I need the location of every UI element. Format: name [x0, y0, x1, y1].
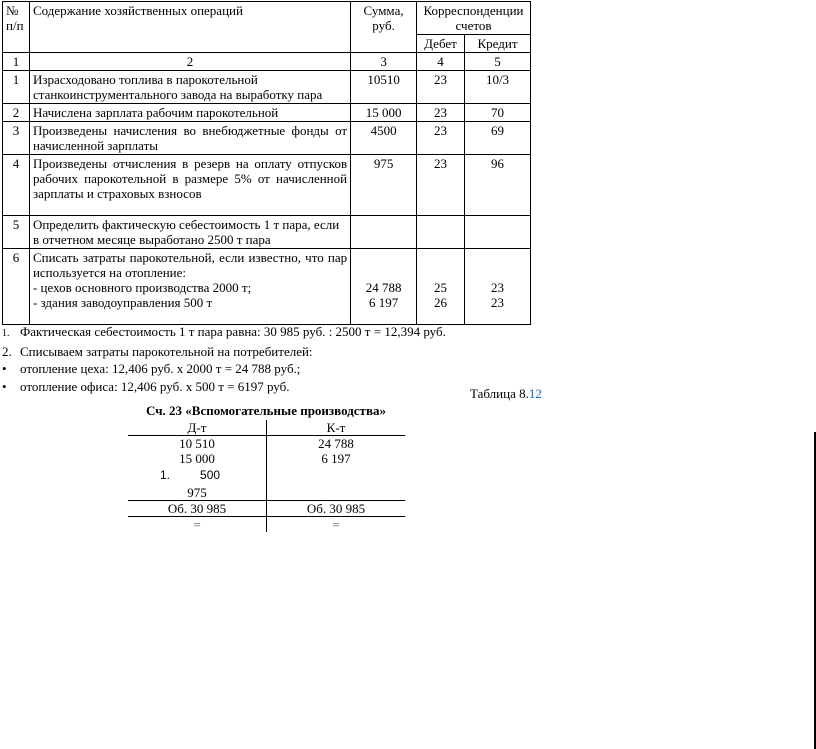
row6-sum1: 24 788: [365, 280, 402, 295]
table-row: [3, 155, 531, 216]
row6-debit1: 25: [434, 280, 447, 295]
operations-table: [2, 1, 531, 325]
row-credit: 69: [465, 122, 531, 155]
debit-entry: 1. 500: [128, 466, 267, 485]
row-num: 3: [3, 122, 30, 155]
row-num: 6: [3, 249, 30, 325]
row-sum: [351, 249, 417, 325]
row-num: 4: [3, 155, 30, 216]
row-debit: 23: [417, 122, 465, 155]
row-text: Начислена зарплата рабочим парокотельной: [29, 104, 350, 122]
row-num: 1: [3, 71, 30, 104]
table-row: [3, 122, 531, 155]
debit-balance: =: [128, 517, 267, 533]
header-debit: Дебет: [417, 35, 465, 53]
solution-bullet-2: • отопление офиса: 12,406 руб. х 500 т = 6197 руб.: [2, 378, 290, 394]
row6-sub1: - цехов основного производства 2000 т;: [32, 280, 252, 295]
header-credit: Кредит: [465, 35, 531, 53]
row-num: 2: [3, 104, 30, 122]
list-number: 1.: [160, 468, 171, 482]
list-number: 2.: [2, 343, 12, 359]
row-text: [29, 249, 350, 325]
list-number: 1.: [2, 328, 10, 339]
solution-line-2: 2. Списываем затраты парокотельной на потребителей:: [2, 343, 313, 359]
credit-total: Об. 30 985: [267, 501, 406, 517]
colnum: 5: [465, 53, 531, 71]
bullet-icon: •: [2, 361, 7, 376]
solution-text: [0, 323, 560, 395]
row6-credit1: 23: [491, 280, 504, 295]
account-balance-row: [128, 517, 405, 533]
row-text: Произведены начисления во внебюджетные фонды от начисленной зарплаты: [29, 122, 350, 155]
row-credit: 70: [465, 104, 531, 122]
account-title: Сч. 23 «Вспомогательные производства»: [146, 403, 386, 418]
bullet-icon: •: [2, 378, 7, 394]
table-caption: Таблица 8.12: [470, 386, 542, 401]
row-debit: 23: [417, 155, 465, 216]
credit-label: К-т: [267, 420, 406, 436]
row6-credit2: 23: [491, 295, 504, 310]
row-credit: [465, 249, 531, 325]
row-text: Произведены отчисления в резерв на оплату отпусков рабочих парокотельной в размере 5% от начисленной зарплаты и страховых взносов: [29, 155, 350, 216]
row-num: 5: [3, 216, 30, 249]
row-sum: 975: [351, 155, 417, 216]
table-row: [3, 104, 531, 122]
debit-total: Об. 30 985: [128, 501, 267, 517]
row6-debit2: 26: [434, 295, 447, 310]
row-debit: 23: [417, 71, 465, 104]
row-text: Израсходовано топлива в парокотельной станкоинструментального завода на выработку пара: [29, 71, 350, 104]
row-sum: 4500: [351, 122, 417, 155]
header-content: Содержание хозяйственных операций: [29, 2, 350, 53]
row-sum: 15 000: [351, 104, 417, 122]
row-credit: 96: [465, 155, 531, 216]
row-credit: [465, 216, 531, 249]
colnum: 3: [351, 53, 417, 71]
table-colnum-row: [3, 53, 531, 71]
debit-entry: 10 510: [128, 436, 267, 452]
account-row: [128, 451, 405, 466]
row-sum: [351, 216, 417, 249]
table-header-row: [3, 2, 531, 35]
caption-number: 12: [528, 386, 542, 401]
row6-text: Списать затраты парокотельной, если известно, что пар используется на отопление:: [32, 250, 348, 280]
account-header-row: [128, 420, 405, 436]
t-account-table: [128, 420, 405, 532]
row-credit: 10/3: [465, 71, 531, 104]
credit-balance: =: [332, 517, 340, 532]
colnum: 4: [417, 53, 465, 71]
credit-entry: 24 788: [318, 436, 354, 451]
solution-bullet-1: • отопление цеха: 12,406 руб. х 2000 т = 24 788 руб.;: [2, 361, 301, 376]
debit-label: Д-т: [128, 420, 267, 436]
debit-entry: 15 000: [128, 451, 267, 466]
row6-sub2: - здания заводоуправления 500 т: [32, 295, 213, 310]
debit-entry: 975: [128, 485, 267, 501]
row-sum: 10510: [351, 71, 417, 104]
account-row: [128, 466, 405, 485]
credit-entry: 6 197: [321, 451, 351, 466]
row6-sum2: 6 197: [368, 295, 399, 310]
account-row: [128, 436, 405, 452]
header-correspondence: Корреспонденции счетов: [417, 2, 531, 35]
row-debit: 23: [417, 104, 465, 122]
colnum: 1: [3, 53, 30, 71]
header-num: № п/п: [3, 2, 30, 53]
account-total-row: [128, 501, 405, 517]
table-row: [3, 249, 531, 325]
account-row: [128, 485, 405, 501]
row-debit: [417, 249, 465, 325]
row-text: Определить фактическую себестоимость 1 т пара, если в отчетном месяце выработано 2500 т пара: [29, 216, 350, 249]
colnum: 2: [29, 53, 350, 71]
solution-line-1: 1. Фактическая себестоимость 1 т пара равна: 30 985 руб. : 2500 т = 12,394 руб.: [0, 323, 560, 343]
header-sum: Сумма, руб.: [351, 2, 417, 53]
table-row: [3, 71, 531, 104]
table-row: [3, 216, 531, 249]
row-debit: [417, 216, 465, 249]
